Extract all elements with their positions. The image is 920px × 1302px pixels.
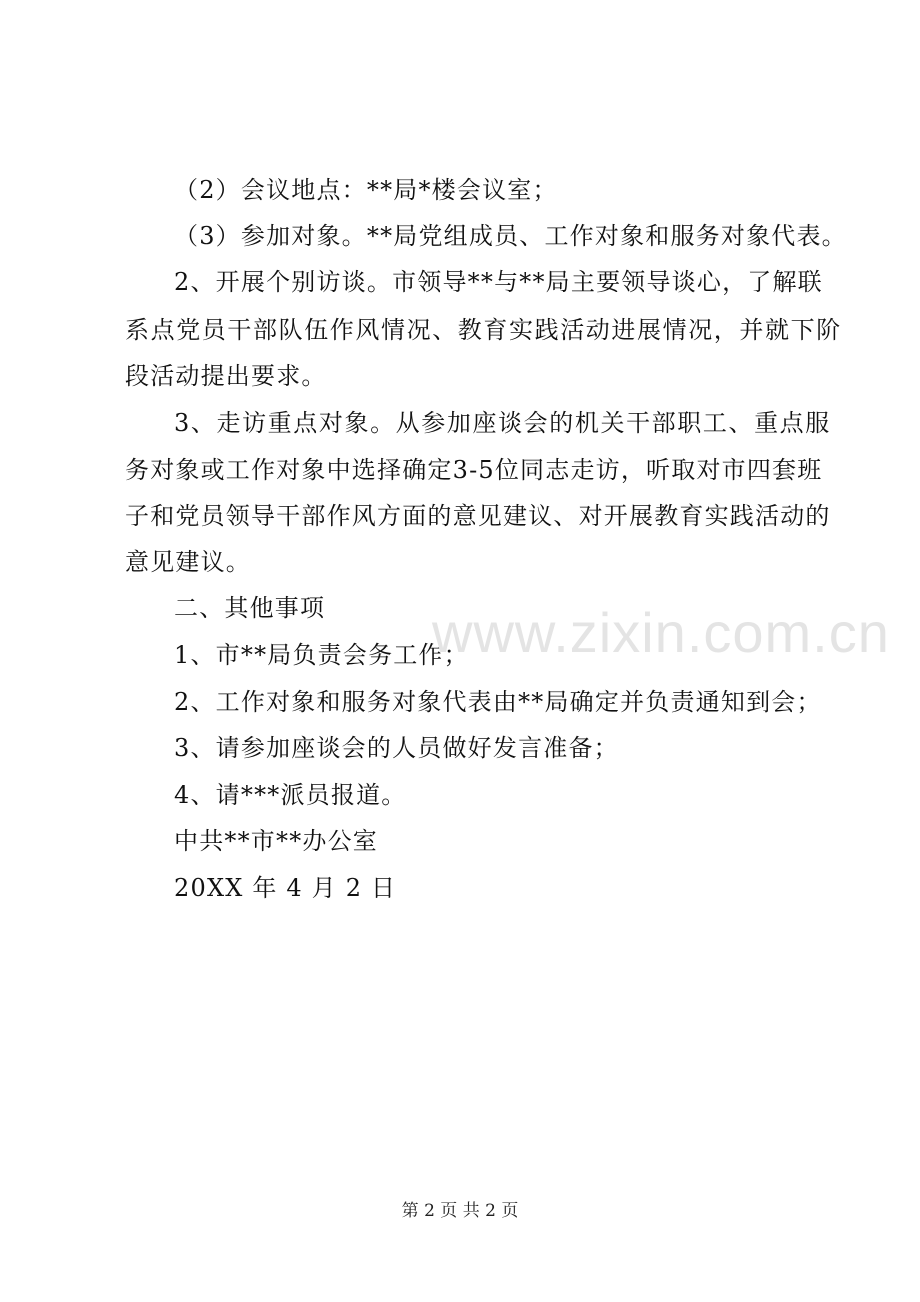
other-item-1: 1、市**局负责会务工作； (174, 641, 469, 669)
visit-paragraph-line-2: 务对象或工作对象中选择确定3-5位同志走访，听取对市四套班 (125, 456, 823, 484)
section-heading-other-matters: 二、其他事项 (174, 594, 326, 622)
interview-paragraph-line-3: 段活动提出要求。 (125, 362, 327, 390)
signature-office: 中共**市**办公室 (174, 827, 378, 855)
visit-paragraph-line-3: 子和党员领导干部作风方面的意见建议、对开展教育实践活动的 (125, 502, 831, 530)
other-item-2: 2、工作对象和服务对象代表由**局确定并负责通知到会； (174, 688, 822, 716)
visit-paragraph-line-1: 3、走访重点对象。从参加座谈会的机关干部职工、重点服 (174, 409, 831, 437)
signature-date: 20XX 年 4 月 2 日 (174, 874, 397, 902)
visit-paragraph-line-4: 意见建议。 (125, 548, 251, 576)
other-item-3: 3、请参加座谈会的人员做好发言准备； (174, 734, 619, 762)
interview-paragraph-line-2: 系点党员干部队伍作风情况、教育实践活动进展情况，并就下阶 (125, 316, 842, 344)
interview-paragraph-line-1: 2、开展个别访谈。市领导**与**局主要领导谈心，了解联 (174, 268, 823, 296)
meeting-location-line: （2）会议地点：**局*楼会议室； (174, 176, 558, 204)
page-number-footer: 第 2 页 共 2 页 (401, 1201, 519, 1221)
watermark: www.zixin.com.cn (432, 601, 890, 664)
other-item-4: 4、请***派员报道。 (174, 781, 407, 809)
participants-line: （3）参加对象。**局党组成员、工作对象和服务对象代表。 (174, 222, 847, 250)
